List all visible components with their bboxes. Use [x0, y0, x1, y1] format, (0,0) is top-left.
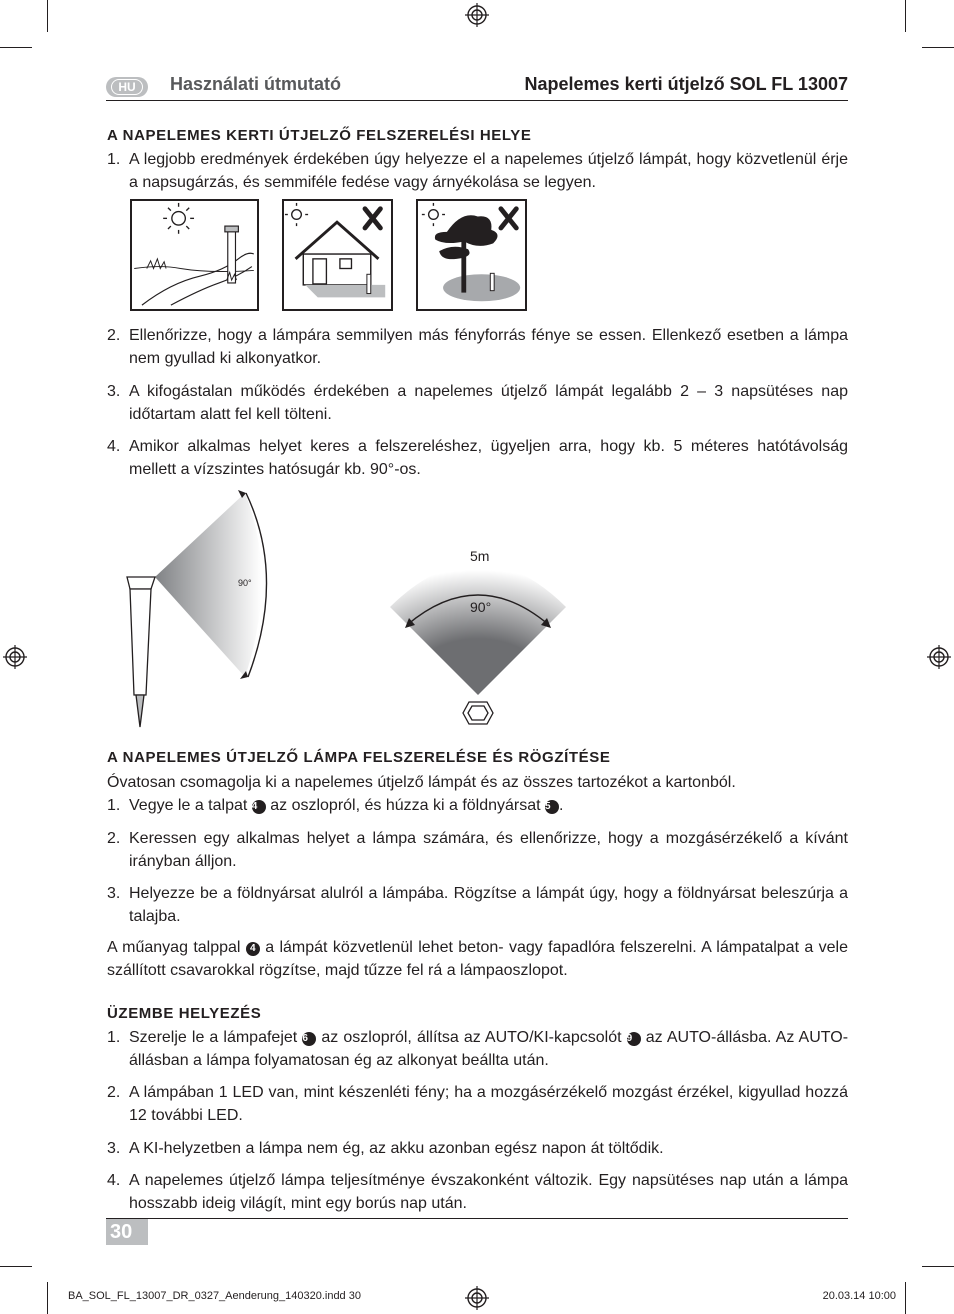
- list-text-part: .: [559, 797, 564, 814]
- list-number: 4.: [107, 1172, 121, 1189]
- page-header: [106, 72, 848, 101]
- list-text: A napelemes útjelző lámpa teljesítménye évszakonként változik. Egy napsütéses nap után a lámpa hosszabb ideig világít, mint egy borús nap után.: [129, 1172, 848, 1212]
- side-angle-label: 90°: [238, 578, 252, 588]
- list-number: 4.: [107, 438, 121, 455]
- list-item: [107, 1081, 848, 1127]
- language-badge-label: HU: [111, 79, 142, 95]
- list-number: 1.: [107, 1029, 121, 1046]
- language-badge: [106, 77, 148, 97]
- manual-title: Használati útmutató: [170, 74, 342, 94]
- list-text: A lámpában 1 LED van, mint készenléti fény; ha a mozgásérzékelő mozgást érzékel, kigyullad hozzá 12 további LED.: [129, 1084, 848, 1124]
- part-reference-badge: 6: [302, 1032, 316, 1046]
- sun-icon: [422, 203, 445, 226]
- house-shade-illustration: [282, 199, 393, 311]
- list-number: 3.: [107, 383, 121, 400]
- list-number: 1.: [107, 797, 121, 814]
- footer-rule: [106, 1218, 848, 1219]
- list-text: Ellenőrizze, hogy a lámpára semmilyen más fényforrás fénye se essen. Ellenkező esetben a lámpa nem gyullad ki alkonyatkor.: [129, 327, 848, 367]
- crop-mark: [0, 1266, 32, 1267]
- side-view-detection-diagram: [100, 485, 300, 735]
- list-number: 2.: [107, 830, 121, 847]
- list-item: [107, 148, 848, 194]
- crop-mark: [0, 47, 32, 48]
- list-number: 3.: [107, 1140, 121, 1157]
- list-number: 1.: [107, 151, 121, 168]
- top-distance-label: 5m: [470, 548, 490, 564]
- list-number: 3.: [107, 885, 121, 902]
- list-item: [107, 794, 848, 817]
- sun-icon: [163, 203, 194, 234]
- tree-shade-illustration: [416, 199, 527, 311]
- part-reference-badge: 4: [246, 942, 260, 956]
- list-text: A legjobb eredmények érdekében úgy helyezze el a napelemes útjelző lámpát, hogy közvetlenül érje a napsugárzás, és semmiféle fedése vagy árnyékolása se legyen.: [129, 151, 848, 191]
- file-slug: BA_SOL_FL_13007_DR_0327_Aenderung_140320.indd 30: [68, 1290, 361, 1302]
- list-text: Amikor alkalmas helyet keres a felszereléshez, ügyeljen arra, hogy kb. 5 méteres hatótávolság mellett a vízszintes hatósugár kb. 90°-os.: [129, 438, 848, 478]
- list-text-part: Vegye le a talpat: [129, 797, 248, 814]
- part-reference-badge: 5: [545, 800, 559, 814]
- section-title-location: A NAPELEMES KERTI ÚTJELZŐ FELSZERELÉSI HELYE: [107, 127, 532, 144]
- list-text: [129, 794, 848, 817]
- registration-mark-icon: [465, 3, 489, 27]
- list-text: Keressen egy alkalmas helyet a lámpa számára, és ellenőrizze, hogy a mozgásérzékelő a kívánt irányban álljon.: [129, 830, 848, 870]
- list-text-part: az oszlopról, és húzza ki a földnyársat: [270, 797, 541, 814]
- list-text-part: az oszlopról, állítsa az AUTO/KI-kapcsolót: [321, 1029, 622, 1046]
- section-title-installation: A NAPELEMES ÚTJELZŐ LÁMPA FELSZERELÉSE ÉS RÖGZÍTÉSE: [107, 749, 611, 766]
- cross-mark-icon: [501, 209, 516, 228]
- registration-mark-icon: [3, 645, 27, 669]
- list-item: [107, 1026, 848, 1072]
- list-item: [107, 380, 848, 426]
- list-text-part: Szerelje le a lámpafejet: [129, 1029, 298, 1046]
- cross-mark-icon: [365, 209, 380, 228]
- part-reference-badge: 9: [627, 1032, 641, 1046]
- note-text-part: A műanyag talppal: [107, 939, 241, 956]
- list-item: [107, 882, 848, 928]
- product-title: Napelemes kerti útjelző SOL FL 13007: [524, 74, 848, 94]
- list-text-part: az AUTO-állásba. Az AUTO-állásban a lámpa folyamatosan ég az alkonyat beállta után.: [129, 1029, 849, 1069]
- section-intro: Óvatosan csomagolja ki a napelemes útjelző lámpát és az összes tartozékot a kartonból.: [107, 774, 736, 791]
- sun-icon: [285, 203, 308, 226]
- crop-mark: [47, 1282, 48, 1314]
- mounting-note: [107, 936, 848, 982]
- registration-mark-icon: [465, 1286, 489, 1310]
- list-item: [107, 1169, 848, 1215]
- crop-mark: [922, 47, 954, 48]
- lamp-post-icon: [127, 577, 155, 727]
- list-text: A kifogástalan működés érdekében a napelemes útjelző lámpát legalább 2 – 3 napsütéses nap időtartam alatt fel kell tölteni.: [129, 383, 848, 423]
- crop-mark: [905, 0, 906, 32]
- list-number: 2.: [107, 327, 121, 344]
- list-item: [107, 435, 848, 481]
- crop-mark: [922, 1266, 954, 1267]
- list-text: Helyezze be a földnyársat alulról a lámpába. Rögzítse a lámpát úgy, hogy a földnyársat beleszúrja a talajba.: [129, 885, 848, 925]
- list-text: A KI-helyzetben a lámpa nem ég, az akku azonban egész napon át töltődik.: [129, 1140, 664, 1157]
- list-item: [107, 1137, 848, 1160]
- top-view-detection-diagram: [385, 540, 575, 730]
- top-angle-label: 90°: [470, 599, 492, 615]
- page-number: 30: [106, 1219, 148, 1245]
- part-reference-badge: 4: [252, 800, 266, 814]
- section-title-operation: ÜZEMBE HELYEZÉS: [107, 1005, 262, 1022]
- note-text-part: a lámpát közvetlenül lehet beton- vagy fapadlóra felszerelni. A lámpatalpat a vele szállított csavarokkal rögzítse, majd tűzze fel rá a lámpaoszlopot.: [107, 939, 848, 979]
- registration-mark-icon: [927, 645, 951, 669]
- sunny-placement-illustration: [130, 199, 259, 311]
- list-item: [107, 324, 848, 370]
- crop-mark: [905, 1282, 906, 1314]
- list-number: 2.: [107, 1084, 121, 1101]
- list-item: [107, 827, 848, 873]
- crop-mark: [47, 0, 48, 32]
- list-text: [129, 1026, 848, 1072]
- lamp-top-icon: [463, 702, 493, 724]
- date-slug: 20.03.14 10:00: [822, 1290, 896, 1302]
